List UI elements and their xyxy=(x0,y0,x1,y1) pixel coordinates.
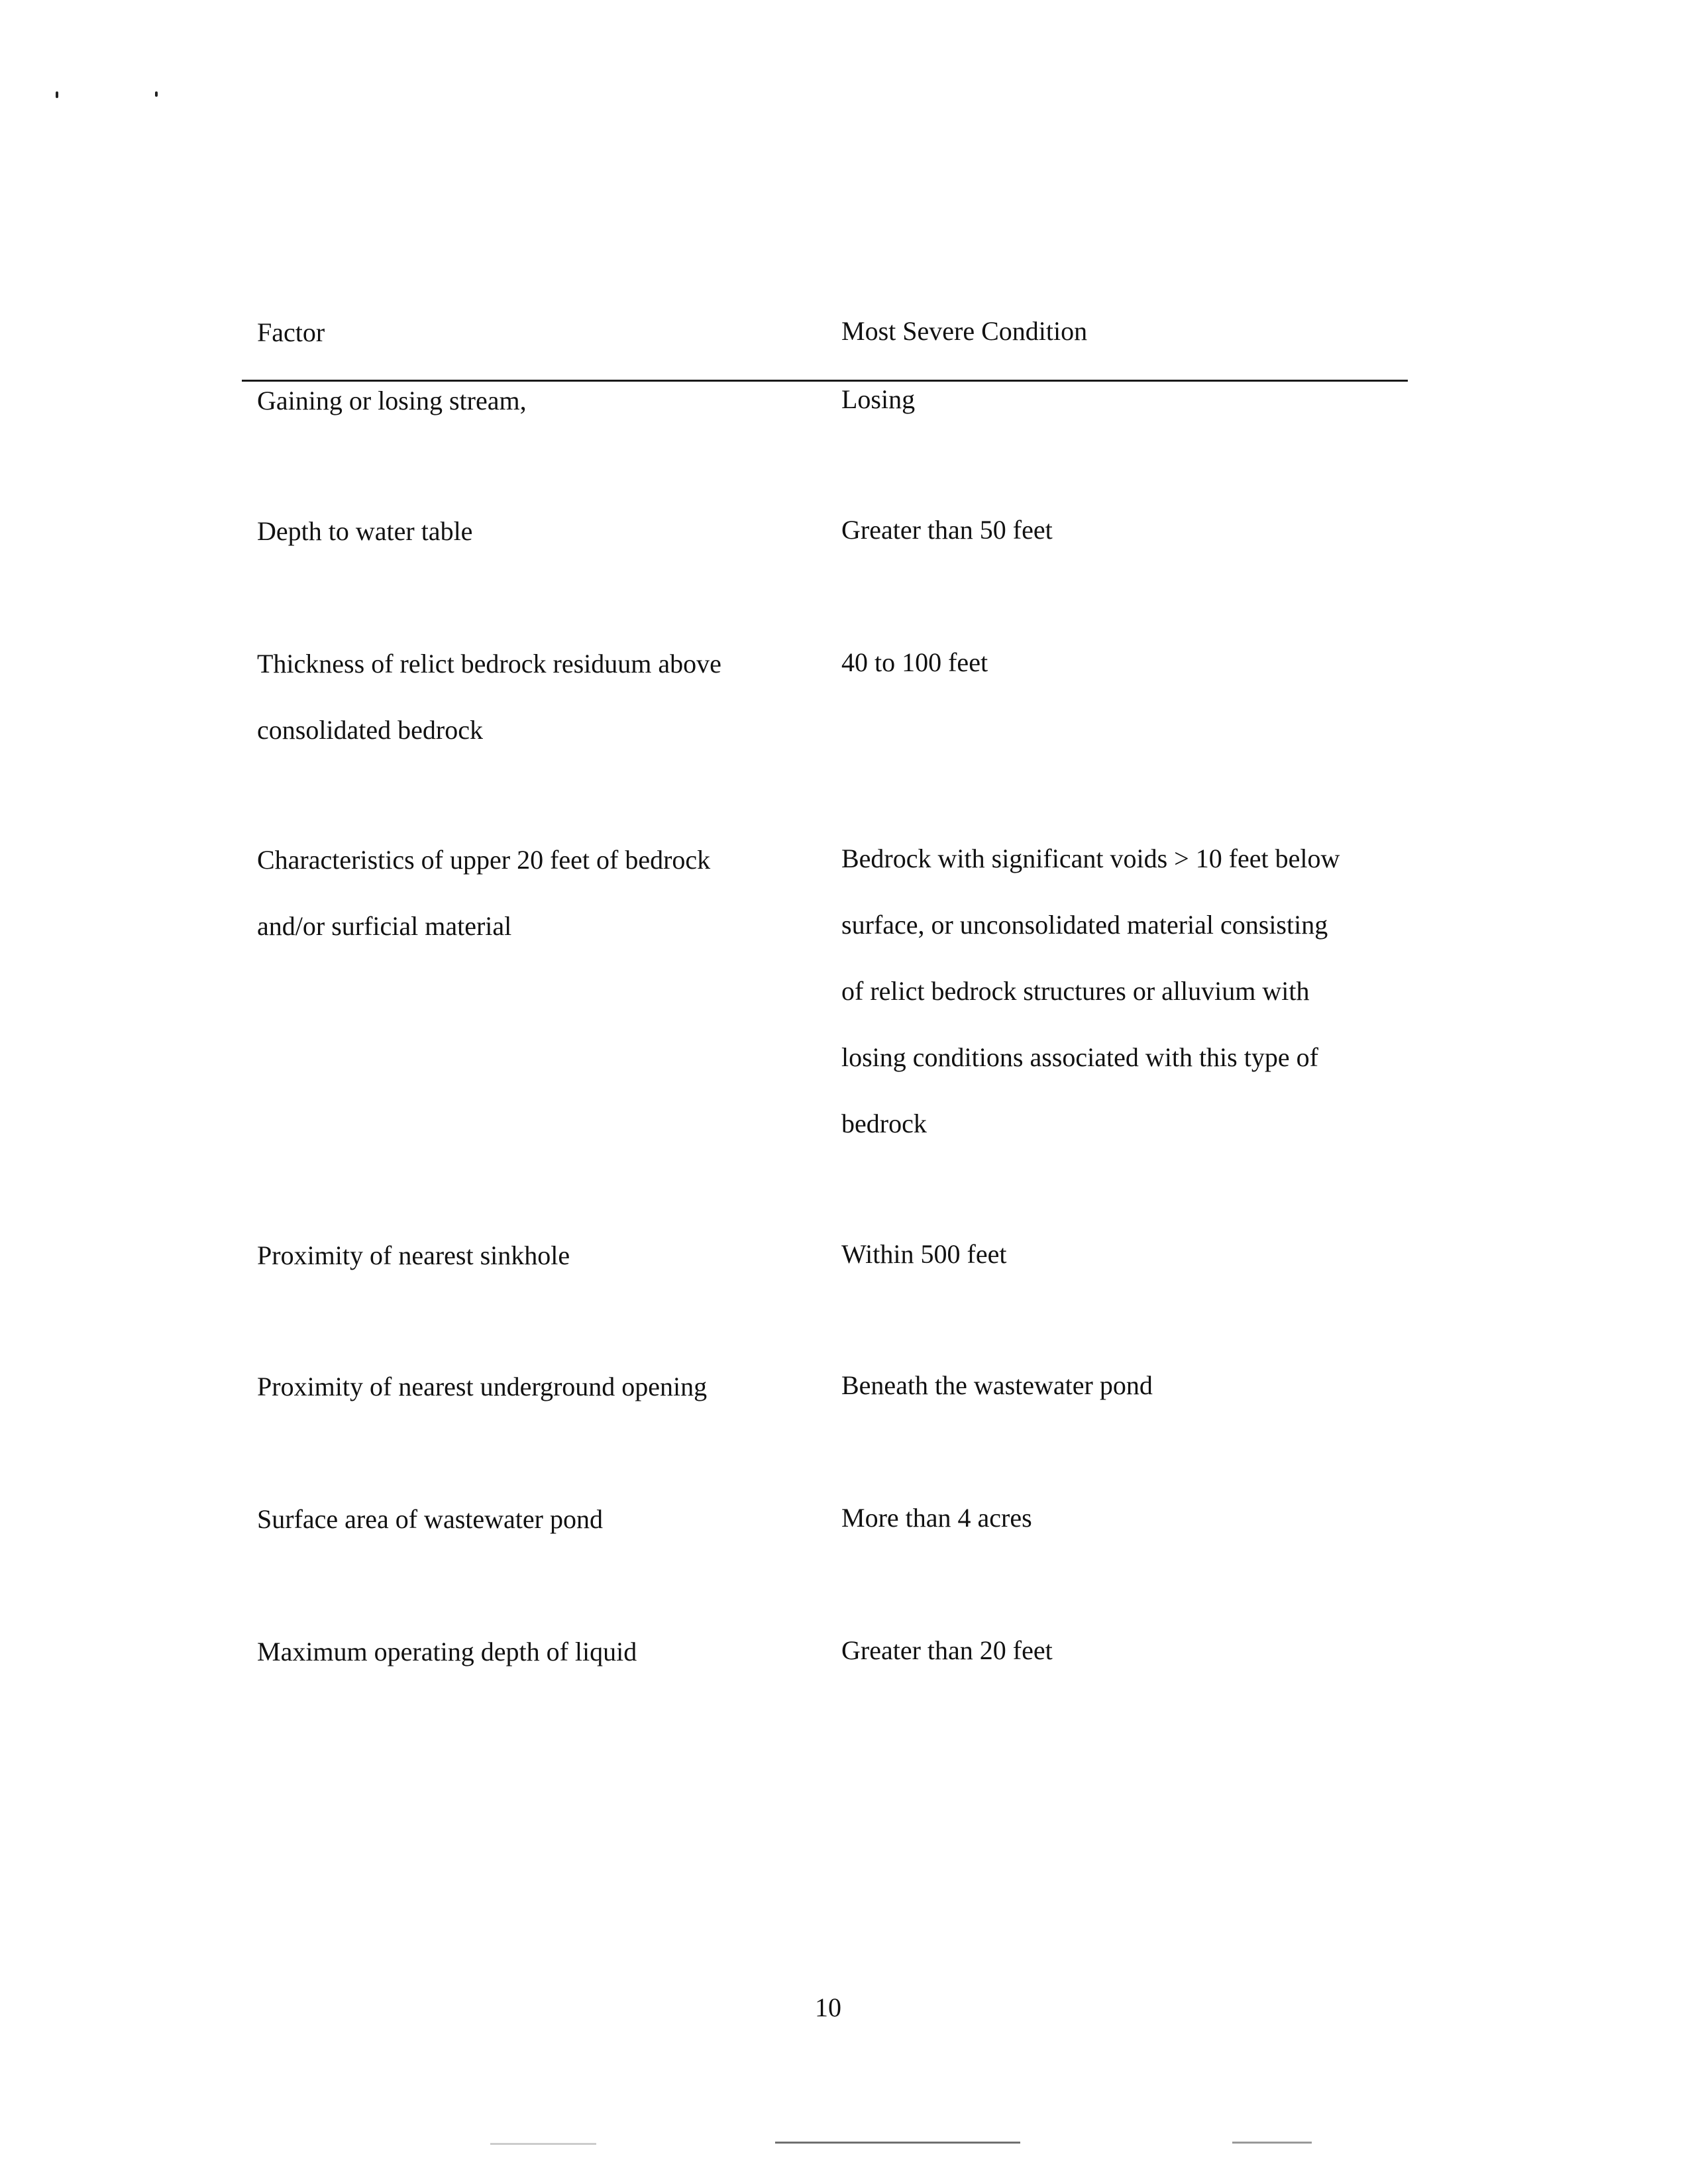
factor-gaining-losing-stream: Gaining or losing stream, xyxy=(257,386,527,415)
factor-nearest-sinkhole: Proximity of nearest sinkhole xyxy=(257,1240,570,1270)
factor-upper-20-feet-line-1: Characteristics of upper 20 feet of bedrock xyxy=(257,845,711,875)
condition-greater-than-50-feet: Greater than 50 feet xyxy=(841,515,1053,545)
factor-surface-area-pond: Surface area of wastewater pond xyxy=(257,1504,603,1534)
condition-bedrock-voids-line-3: of relict bedrock structures or alluvium with xyxy=(841,976,1310,1006)
condition-bedrock-voids-line-2: surface, or unconsolidated material consisting xyxy=(841,910,1328,940)
scan-speck xyxy=(155,91,158,97)
scan-artifact xyxy=(775,2142,1020,2144)
factor-depth-to-water-table: Depth to water table xyxy=(257,516,473,546)
factor-relict-bedrock-residuum-line-2: consolidated bedrock xyxy=(257,715,483,745)
factor-nearest-underground-opening: Proximity of nearest underground opening xyxy=(257,1372,708,1401)
condition-within-500-feet: Within 500 feet xyxy=(841,1239,1007,1269)
condition-bedrock-voids-line-4: losing conditions associated with this type of xyxy=(841,1042,1318,1072)
condition-more-than-4-acres: More than 4 acres xyxy=(841,1503,1032,1533)
condition-40-to-100-feet: 40 to 100 feet xyxy=(841,647,988,677)
condition-greater-than-20-feet: Greater than 20 feet xyxy=(841,1635,1053,1665)
condition-bedrock-voids-line-1: Bedrock with significant voids > 10 feet below xyxy=(841,844,1340,873)
factor-max-operating-depth: Maximum operating depth of liquid xyxy=(257,1637,637,1666)
factor-upper-20-feet-line-2: and/or surficial material xyxy=(257,911,512,941)
header-factor: Factor xyxy=(257,317,325,347)
condition-bedrock-voids-line-5: bedrock xyxy=(841,1109,927,1138)
condition-beneath-wastewater-pond: Beneath the wastewater pond xyxy=(841,1370,1153,1400)
page-number: 10 xyxy=(815,1993,841,2022)
factor-relict-bedrock-residuum-line-1: Thickness of relict bedrock residuum above xyxy=(257,649,721,679)
scan-artifact xyxy=(490,2143,596,2145)
header-condition: Most Severe Condition xyxy=(841,316,1088,346)
scan-speck xyxy=(56,91,58,98)
scan-artifact xyxy=(1232,2142,1312,2144)
condition-losing: Losing xyxy=(841,384,916,414)
